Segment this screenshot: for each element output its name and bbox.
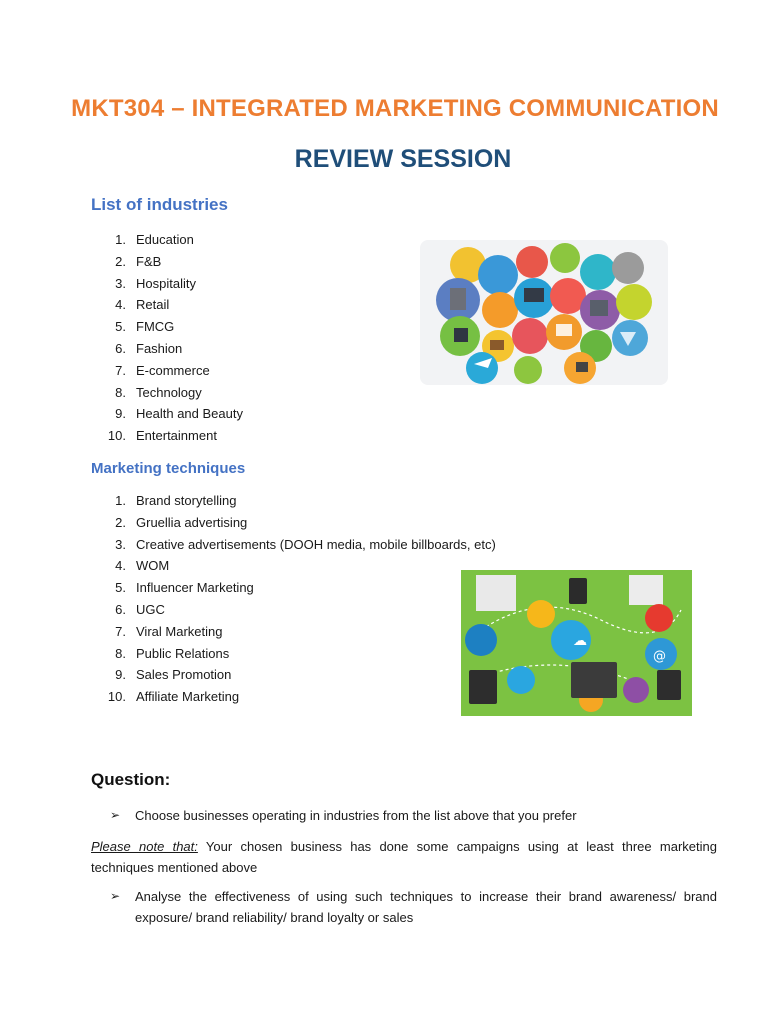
techniques-heading: Marketing techniques: [91, 460, 246, 477]
list-label: Fashion: [136, 340, 183, 356]
note-text: Your chosen business has done some campaigns using at least three marketing techniques mentioned above: [91, 839, 717, 875]
list-number: 9.: [115, 667, 126, 683]
industry-item: [91, 273, 243, 295]
list-number: 1.: [115, 232, 126, 247]
list-label: Affiliate Marketing: [136, 689, 240, 705]
technique-item: [91, 577, 496, 599]
arrow-bullet-icon: ➢: [110, 808, 121, 822]
list-label: Creative advertisements (DOOH media, mobile billboards, etc): [136, 536, 496, 552]
industry-item: [91, 251, 243, 273]
list-label: UGC: [136, 601, 165, 617]
list-number: 10.: [107, 428, 126, 444]
list-label: WOM: [136, 558, 170, 574]
list-number: 4.: [115, 558, 126, 574]
industry-item: [91, 316, 243, 338]
note-paragraph: [91, 836, 717, 878]
list-label: Education: [136, 232, 194, 247]
list-number: 9.: [115, 406, 126, 422]
technique-item: [91, 512, 496, 534]
list-label: Brand storytelling: [136, 493, 237, 508]
list-label: Health and Beauty: [136, 406, 243, 422]
list-label: Influencer Marketing: [136, 580, 254, 596]
question-bullet-1: [110, 805, 717, 826]
list-number: 6.: [115, 601, 126, 617]
list-label: Hospitality: [136, 275, 196, 291]
bullet-text: Analyse the effectiveness of using such techniques to increase their brand awareness/ brand exposure/ brand reliability/ brand loyalty or sales: [135, 889, 717, 925]
list-number: 1.: [115, 493, 126, 508]
list-label: Public Relations: [136, 645, 230, 661]
industry-item: [91, 360, 243, 382]
technique-item: [91, 643, 496, 665]
note-label: Please note that:: [91, 839, 198, 854]
list-number: 2.: [115, 253, 126, 269]
list-number: 3.: [115, 275, 126, 291]
industries-list: [91, 229, 243, 447]
list-number: 10.: [107, 689, 126, 705]
document-title: MKT304 – INTEGRATED MARKETING COMMUNICATION: [71, 95, 719, 122]
bullet-text: Choose businesses operating in industries from the list above that you prefer: [135, 808, 577, 823]
industry-item: [91, 382, 243, 404]
list-label: FMCG: [136, 319, 175, 335]
technique-item: [91, 599, 496, 621]
list-number: 3.: [115, 536, 126, 552]
list-number: 4.: [115, 297, 126, 313]
techniques-list: [91, 490, 496, 708]
digital-marketing-illustration: [461, 570, 692, 716]
arrow-bullet-icon: ➢: [110, 889, 121, 903]
list-label: E-commerce: [136, 362, 210, 378]
industry-item: [91, 403, 243, 425]
list-number: 8.: [115, 384, 126, 400]
list-number: 2.: [115, 514, 126, 530]
industry-item: [91, 338, 243, 360]
list-label: Technology: [136, 384, 202, 400]
list-label: Entertainment: [136, 428, 217, 444]
list-number: 5.: [115, 580, 126, 596]
technique-item: [91, 664, 496, 686]
list-number: 8.: [115, 645, 126, 661]
list-number: 7.: [115, 623, 126, 639]
technique-item: [91, 621, 496, 643]
list-label: Retail: [136, 297, 170, 313]
list-label: Viral Marketing: [136, 623, 223, 639]
technique-item: [91, 490, 496, 512]
list-number: 5.: [115, 319, 126, 335]
document-subtitle: REVIEW SESSION: [294, 145, 512, 173]
svg-text:@: @: [653, 649, 666, 664]
list-label: Gruellia advertising: [136, 514, 248, 530]
list-label: F&B: [136, 253, 162, 269]
technique-item: [91, 686, 496, 708]
svg-text:☁: ☁: [573, 633, 587, 649]
industry-item: [91, 425, 243, 447]
industry-item: [91, 294, 243, 316]
question-heading: Question:: [91, 770, 171, 789]
list-number: 7.: [115, 362, 126, 378]
industries-illustration: [420, 240, 668, 385]
question-bullet-2: [110, 886, 717, 928]
industry-item: [91, 229, 243, 251]
list-number: 6.: [115, 340, 126, 356]
industries-heading: List of industries: [91, 195, 228, 214]
technique-item: [91, 534, 496, 556]
technique-item: [91, 555, 496, 577]
list-label: Sales Promotion: [136, 667, 232, 683]
